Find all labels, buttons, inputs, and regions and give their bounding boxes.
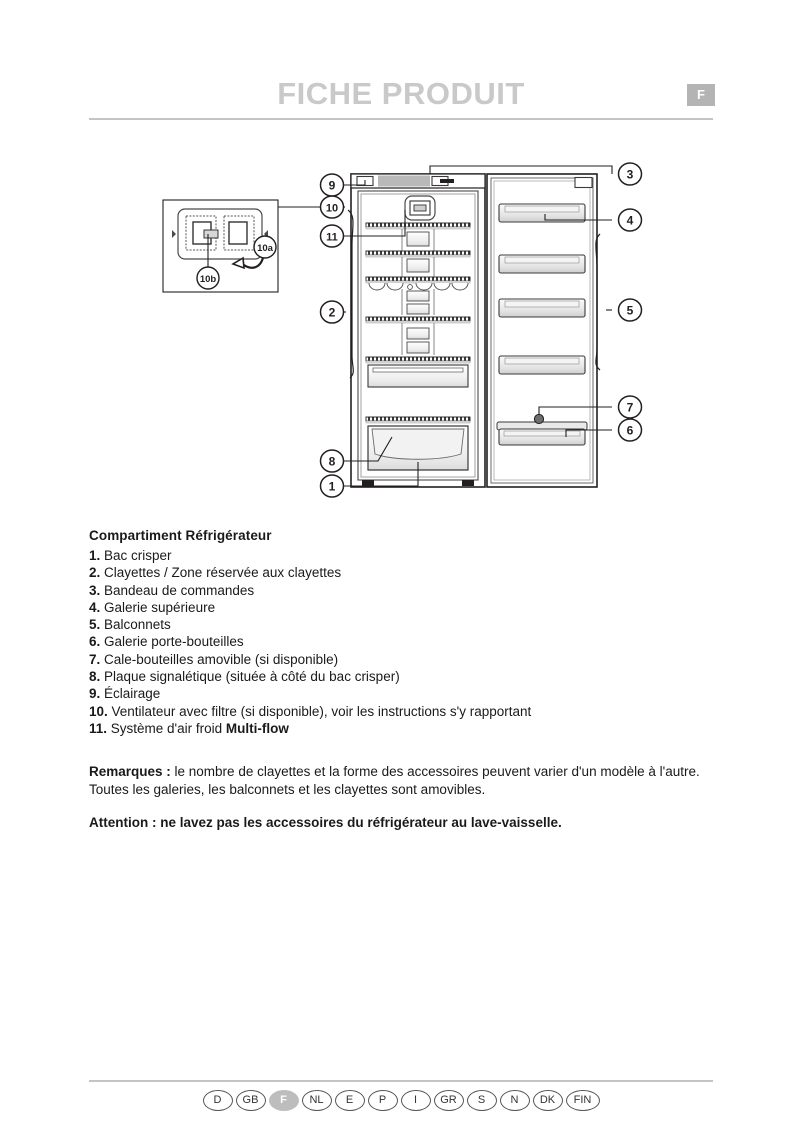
list-item-number: 8. [89, 669, 101, 685]
attention-note: Attention : ne lavez pas les accessoires du réfrigérateur au lave-vaisselle. [89, 815, 562, 830]
remarks-label: Remarques : [89, 764, 171, 779]
list-item [89, 668, 729, 685]
callout-11 [321, 225, 344, 247]
callout-1 [321, 475, 344, 497]
door-balcony-3 [499, 356, 585, 374]
list-item-text: Bac crisper [100, 548, 172, 563]
callout-3-label: 3 [626, 167, 634, 182]
bottle-stopper [534, 414, 543, 423]
list-item [89, 564, 729, 581]
callout-7 [619, 396, 642, 418]
page-title: FICHE PRODUIT [277, 76, 525, 111]
language-badge-fin[interactable]: FIN [566, 1090, 600, 1111]
list-item-number: 11. [89, 720, 108, 736]
language-badge-e[interactable]: E [335, 1090, 365, 1111]
list-item-number: 2. [89, 565, 101, 581]
page-header [0, 0, 802, 130]
section-title: Compartiment Réfrigérateur [89, 528, 272, 543]
header-divider [89, 118, 713, 120]
list-item-text: Éclairage [100, 686, 161, 702]
list-item-number: 1. [89, 548, 101, 563]
callout-2-label: 2 [328, 305, 336, 320]
list-item-text: Galerie supérieure [100, 599, 216, 615]
callout-9 [321, 174, 344, 196]
language-badge-d[interactable]: D [203, 1090, 233, 1111]
language-badge-dk[interactable]: DK [533, 1090, 563, 1111]
remarks-line-2: Toutes les galeries, les balconnets et les clayettes sont amovibles. [89, 781, 486, 797]
language-selector [0, 1090, 802, 1111]
list-item-text: Ventilateur avec filtre (si disponible), voir les instructions s'y rapportant [107, 703, 532, 719]
list-item-number: 10. [89, 703, 108, 719]
callout-4 [619, 209, 642, 231]
refrigerator-door [487, 174, 597, 487]
callout-10b [197, 267, 219, 289]
list-item-text: Galerie porte-bouteilles [100, 634, 244, 650]
list-item-text: Clayettes / Zone réservée aux clayettes [100, 565, 342, 581]
door-balcony-1 [499, 255, 585, 273]
language-badge-gr[interactable]: GR [434, 1090, 464, 1111]
language-badge-f[interactable]: F [269, 1090, 299, 1111]
callout-5 [619, 299, 642, 321]
list-item [89, 616, 729, 633]
callout-3 [619, 163, 642, 185]
list-item-number: 9. [89, 686, 101, 702]
language-badge-i[interactable]: I [401, 1090, 431, 1111]
refrigerator-diagram [0, 150, 802, 525]
callout-10a-label: 10a [257, 243, 273, 254]
callout-8-label: 8 [328, 454, 336, 469]
door-balcony-2 [499, 299, 585, 317]
remarks-text: le nombre de clayettes et la forme des accessoires peuvent varier d'un modèle à l'autre. [170, 764, 700, 779]
remarks-block [89, 763, 729, 798]
list-item-emphasis: Multi-flow [225, 720, 289, 736]
list-item [89, 633, 729, 650]
language-badge-header: F [687, 84, 715, 106]
list-item-number: 7. [89, 651, 101, 667]
list-item [89, 720, 729, 737]
callout-1-label: 1 [328, 479, 336, 494]
list-item-text: Plaque signalétique (située à côté du bac crisper) [100, 669, 400, 685]
callout-6-label: 6 [626, 423, 634, 438]
multiflow-module [405, 196, 435, 220]
refrigerator-cabinet [351, 174, 485, 487]
door-top-gallery [499, 204, 585, 222]
language-badge-n[interactable]: N [500, 1090, 530, 1111]
list-item-text: Système d'air froid [107, 720, 226, 736]
language-badge-p[interactable]: P [368, 1090, 398, 1111]
callout-9-label: 9 [328, 178, 336, 193]
callout-10-label: 10 [325, 202, 339, 215]
callout-10b-label: 10b [199, 274, 217, 285]
callout-8 [321, 450, 344, 472]
door-bottle-gallery [497, 422, 587, 445]
callout-11-label: 11 [326, 231, 338, 244]
language-badge-s[interactable]: S [467, 1090, 497, 1111]
list-item [89, 703, 729, 720]
parts-list-section [89, 528, 729, 737]
list-item-number: 5. [89, 617, 101, 633]
callout-2 [321, 301, 344, 323]
footer-divider [89, 1080, 713, 1082]
callout-7-label: 7 [626, 400, 634, 415]
callout-10 [321, 196, 344, 218]
list-item-text: Balconnets [100, 617, 171, 633]
list-item [89, 599, 729, 616]
list-item [89, 547, 729, 564]
list-item [89, 582, 729, 599]
callout-4-label: 4 [626, 213, 634, 228]
list-item [89, 651, 729, 668]
language-badge-gb[interactable]: GB [236, 1090, 266, 1111]
fan-detail-inset [163, 200, 345, 292]
callout-6 [619, 419, 642, 441]
list-item-number: 3. [89, 582, 101, 598]
list-item [89, 685, 729, 702]
list-item-text: Bandeau de commandes [100, 582, 255, 598]
list-item-number: 4. [89, 599, 101, 615]
callout-10a [254, 236, 276, 258]
language-badge-nl[interactable]: NL [302, 1090, 332, 1111]
callout-5-label: 5 [626, 303, 634, 318]
list-item-text: Cale-bouteilles amovible (si disponible) [100, 651, 339, 667]
remarks-line-1 [89, 763, 729, 781]
parts-list [89, 547, 729, 737]
list-item-number: 6. [89, 634, 101, 650]
